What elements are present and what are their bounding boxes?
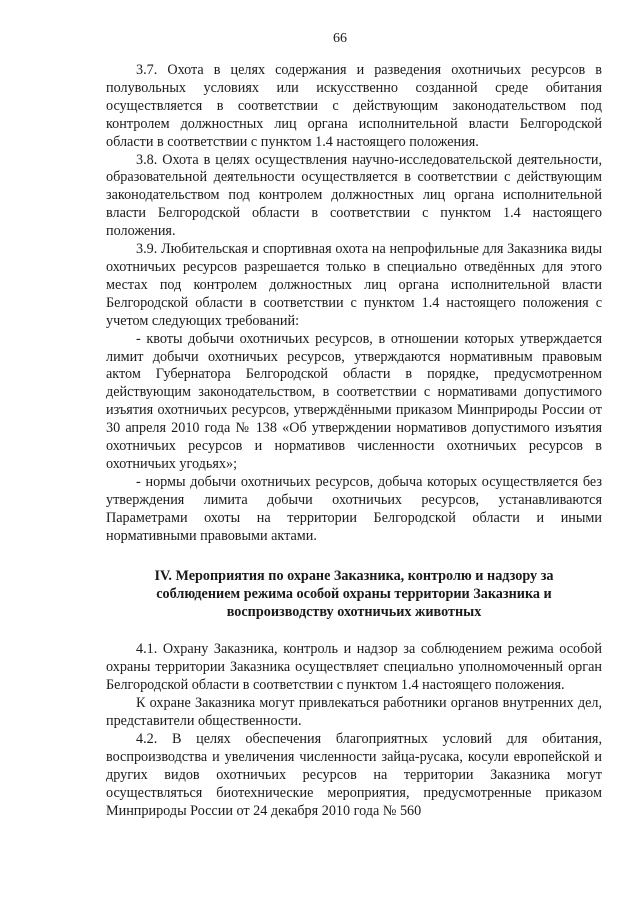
section-heading-line: воспроизводству охотничьих животных [226,604,482,621]
paragraph-3-7: 3.7. Охота в целях содержания и разведения охотничьих ресурсов в полувольных условиях или искусственно созданной среде обитания осуществляется в соответствии с действующим законодательством под контролем должностных лиц органа исполнительной власти Белгородской области в соответствии с пунктом 1.4 настоящего положения. [106,62,602,150]
list-item-norms: - нормы добычи охотничьих ресурсов, добыча которых осуществляется без утверждения лимита добычи охотничьих ресурсов, устанавливаются Параметрами охоты на территории Белгородской области и иными нормативными правовыми актами. [106,473,602,544]
paragraph-4-1: 4.1. Охрану Заказника, контроль и надзор за соблюдением режима особой охраны территории Заказника осуществляет специально уполномоченный орган Белгородской области в соответствии с пунктом 1.4 настоящего положения. [106,641,602,694]
paragraph-3-8: 3.8. Охота в целях осуществления научно-исследовательской деятельности, образовательной деятельности осуществляется в соответствии с действующим законодательством под контролем должностных лиц органа исполнительной власти Белгородской области в соответствии с пунктом 1.4 настоящего положения. [106,151,602,240]
section-heading [106,567,602,621]
page-number: 66 [333,31,347,46]
section-heading-line: соблюдением режима особой охраны территории Заказника и [156,586,552,603]
paragraph-4-2: 4.2. В целях обеспечения благоприятных условий для обитания, воспроизводства и увеличения численности зайца-русака, косули европейской и других видов охотничьих ресурсов на территории Заказника могут осуществляться биотехнические мероприятия, предусмотренные приказом Минприроды России от 24 декабря 2010 года № 560 [106,731,602,819]
paragraph-protection-staff: К охране Заказника могут привлекаться работники органов внутренних дел, представители общественности. [106,695,602,730]
paragraph-3-9: 3.9. Любительская и спортивная охота на непрофильные для Заказника виды охотничьих ресурсов разрешается только в специально отведённых для этого местах под контролем должностных лиц органа исполнительной власти Белгородской области в соответствии с пунктом 1.4 настоящего положения с учетом следующих требований: [106,241,602,329]
section-heading-line: IV. Мероприятия по охране Заказника, контролю и надзору за [154,568,554,585]
list-item-quotas: - квоты добычи охотничьих ресурсов, в отношении которых утверждается лимит добычи охотничьих ресурсов, утверждаются нормативным правовым актом Губернатора Белгородской области в порядке, предусмотренном действующим законодательством, в соответствии с нормативами допустимого изъятия охотничьих ресурсов, утверждёнными приказом Минприроды России от 30 апреля 2010 года № 138 «Об утверждении нормативов допустимого изъятия охотничьих ресурсов и нормативов численности охотничьих ресурсов в охотничьих угодьях»; [106,330,602,472]
